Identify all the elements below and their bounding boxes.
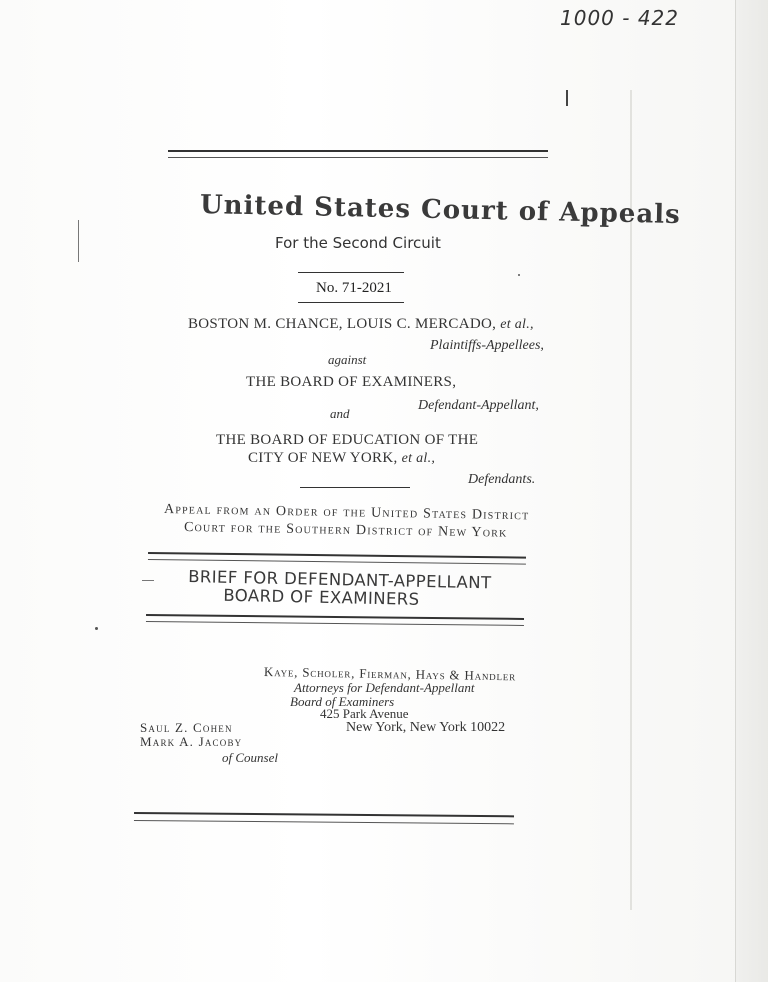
brief-title (188, 568, 492, 610)
appeal-line2: Court for the Southern District of New York (183, 520, 508, 541)
margin-dash (142, 580, 154, 581)
page-edge (735, 0, 768, 982)
court-name: United States Court of Appeals (199, 190, 682, 231)
law-firm: Kaye, Scholer, Fierman, Hays & Handler (263, 664, 517, 684)
docket-number: No. 71-2021 (316, 280, 392, 296)
firm-address1: 425 Park Avenue (320, 706, 409, 721)
counsel-label: of Counsel (222, 750, 278, 765)
plaintiffs-etal: et al., (500, 317, 534, 332)
speck (95, 627, 98, 630)
counsel-name2: Mark A. Jacoby (140, 734, 243, 749)
against-label: against (328, 352, 367, 367)
top-double-rule (168, 150, 548, 158)
brief-title-line1: BRIEF FOR DEFENDANT-APPELLANT (188, 567, 492, 593)
circuit-name: For the Second Circuit (275, 234, 441, 252)
plaintiffs-names: BOSTON M. CHANCE, LOUIS C. MERCADO, et al., (188, 316, 534, 332)
defendants-line1: THE BOARD OF EDUCATION OF THE (216, 432, 479, 448)
parties-rule (300, 487, 410, 488)
defendants-line2: CITY OF NEW YORK, et al., (248, 450, 436, 466)
defendant-appellant-name: THE BOARD OF EXAMINERS, (246, 374, 457, 390)
handwritten-note: 1000 - 422 (560, 6, 680, 30)
defendants-etal: et al., (401, 451, 436, 466)
docket-rule-bottom (298, 302, 404, 303)
pencil-tick (566, 90, 568, 106)
defendant-appellant-role: Defendant-Appellant, (418, 398, 539, 413)
brief-title-line2: BOARD OF EXAMINERS (223, 585, 420, 609)
margin-mark (78, 220, 79, 262)
attorneys-client: Board of Examiners (290, 694, 395, 709)
plaintiffs-role: Plaintiffs-Appellees, (430, 338, 544, 353)
defendants-role: Defendants. (468, 472, 536, 487)
docket-rule-top (298, 272, 404, 273)
attorneys-role: Attorneys for Defendant-Appellant (294, 680, 475, 695)
speck (518, 274, 520, 276)
and-label: and (330, 406, 350, 421)
firm-address2: New York, New York 10022 (346, 720, 506, 735)
appeal-line1: Appeal from an Order of the United States District (163, 502, 530, 524)
counsel-name1: Saul Z. Cohen (140, 720, 233, 735)
